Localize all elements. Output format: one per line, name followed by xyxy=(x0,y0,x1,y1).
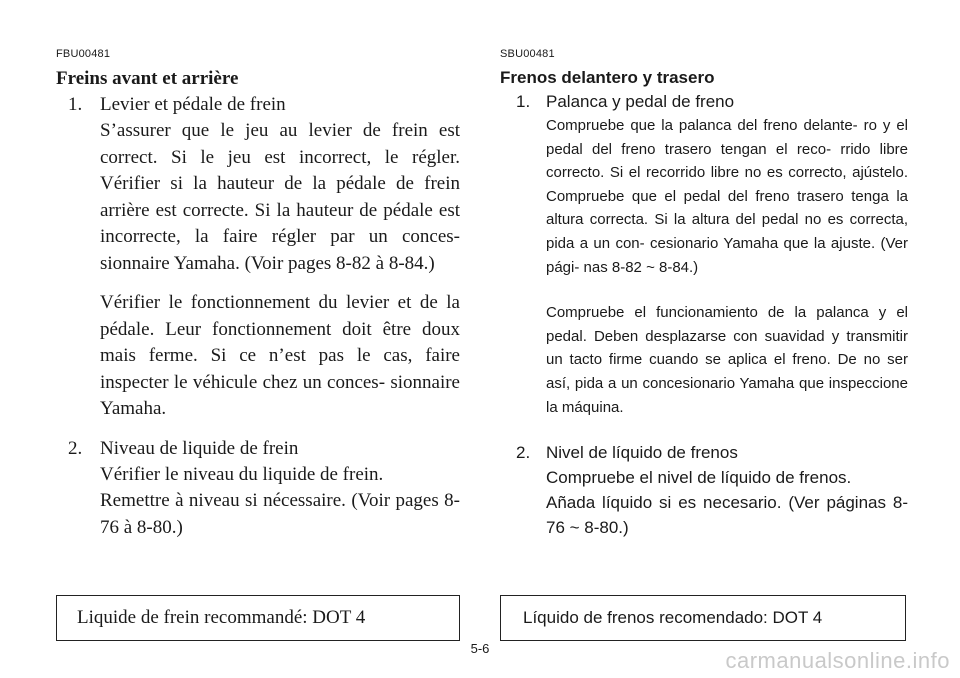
item-2-paragraph-2: Añada líquido si es necesario. (Ver páginas 8-76 ~ 8-80.) xyxy=(546,493,908,538)
item-number: 2. xyxy=(68,437,83,459)
item-1-paragraph-2: Compruebe el funcionamiento de la palanca y el pedal. Deben desplazarse con suavidad y transmitir un tacto firme cuando se aplica el freno. De no ser así, pida a un concesionario Yamaha que inspeccione la máquina. xyxy=(546,304,908,416)
french-column xyxy=(56,48,460,541)
item-title-text: Niveau de liquide de frein xyxy=(100,437,299,459)
item-1-paragraph-1: S’assurer que le jeu au levier de frein est correct. Si le jeu est incorrect, le régler. Vérifier si la hauteur de la pédale de frein arrière est correcte. Si la hauteur de pédale est incorrecte, la faire régler par un conces- sionnaire Yamaha. (Voir pages 8-82 à 8-84.) xyxy=(100,120,460,274)
item-number: 1. xyxy=(516,92,531,111)
item-2-paragraph-2: Remettre à niveau si nécessaire. (Voir pages 8-76 à 8-80.) xyxy=(100,490,460,538)
item-1-paragraph-2: Vérifier le fonctionnement du levier et de la pédale. Leur fonctionnement doit être doux mais ferme. Si ce n’est pas le cas, faire inspecter le véhicule chez un conces- sionnaire Yamaha. xyxy=(100,292,460,419)
item-number: 2. xyxy=(516,443,531,463)
item-title-text: Levier et pédale de frein xyxy=(100,94,286,115)
item-title-text: Palanca y pedal de freno xyxy=(546,92,735,111)
item-2-paragraph-1: Compruebe el nivel de líquido de frenos. xyxy=(546,468,852,488)
item-1-title xyxy=(56,92,460,118)
item-2-paragraph-1: Vérifier le niveau du liquide de frein. xyxy=(100,463,384,485)
page-number: 5-6 xyxy=(470,641,490,656)
item-2-title xyxy=(56,436,460,462)
item-2-title xyxy=(500,441,908,465)
item-1-title xyxy=(500,90,908,114)
item-1-paragraph-1: Compruebe que la palanca del freno delante- ro y el pedal del freno trasero tengan el reco- rrido libre correcto. Si el recorrido libre no es correcto, ajústelo. Compruebe que el pedal del freno trasero tenga la altura correcta. Si la altura del pedal no es correcta, pida a un con- cesionario Yamaha que la ajuste. (Ver pági- nas 8-82 ~ 8-84.) xyxy=(546,117,908,276)
item-title-text: Nivel de líquido de frenos xyxy=(546,443,738,463)
section-heading: Frenos delantero y trasero xyxy=(500,68,715,87)
item-number: 1. xyxy=(68,94,83,115)
spec-box-spanish xyxy=(500,595,906,641)
section-heading: Freins avant et arrière xyxy=(56,68,239,89)
section-code: FBU00481 xyxy=(56,48,111,60)
watermark: carmanualsonline.info xyxy=(725,648,950,673)
spec-text: Líquido de frenos recomendado: DOT 4 xyxy=(523,608,823,627)
section-code: SBU00481 xyxy=(500,48,555,60)
spanish-column xyxy=(500,48,908,540)
spec-text: Liquide de frein recommandé: DOT 4 xyxy=(77,607,366,628)
spec-box-french xyxy=(56,595,460,641)
